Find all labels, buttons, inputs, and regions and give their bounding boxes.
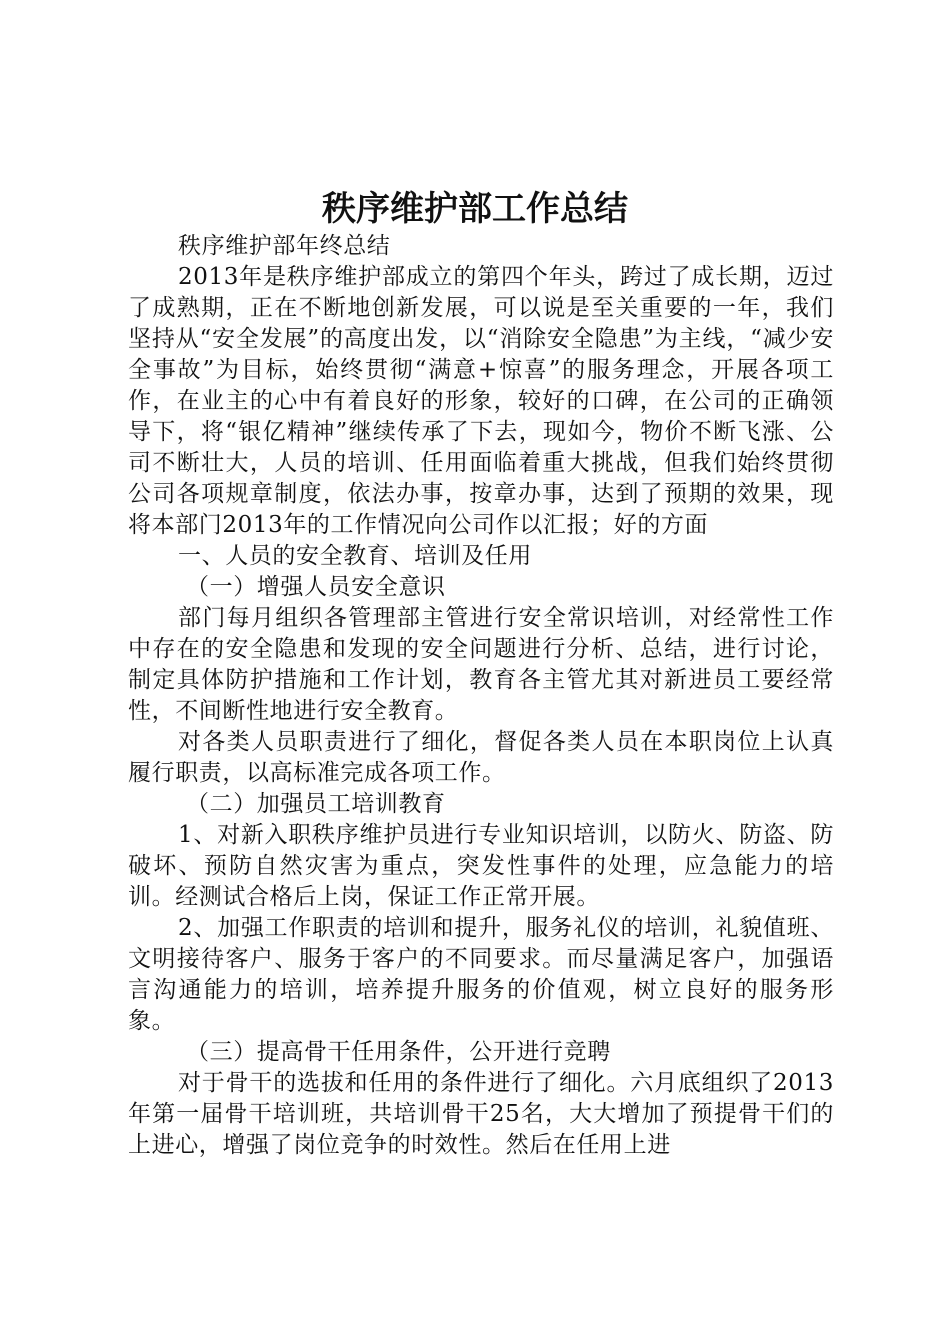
paragraph-intro: 2013年是秩序维护部成立的第四个年头，跨过了成长期，迈过了成熟期，正在不断地创新发展，可以说是至关重要的一年，我们坚持从“安全发展”的高度出发，以“消除安全隐患”为主线，“减少安全事故”为目标，始终贯彻“满意+惊喜”的服务理念，开展各项工作，在业主的心中有着良好的形象，较好的口碑，在公司的正确领导下，将“银亿精神”继续传承了下去，现如今，物价不断飞涨、公司不断壮大，人员的培训、任用面临着重大挑战，但我们始终贯彻公司各项规章制度，依法办事，按章办事，达到了预期的效果，现将本部门2013年的工作情况向公司作以汇报；好的方面 bbox=[128, 264, 834, 538]
section-heading-1: 一、人员的安全教育、培训及任用 bbox=[178, 543, 532, 569]
paragraph-backbone: 对于骨干的选拔和任用的条件进行了细化。六月底组织了2013年第一届骨干培训班，共培训骨干25名，大大增加了预提骨干们的上进心，增强了岗位竞争的时效性。然后在任用上进 bbox=[128, 1070, 834, 1158]
subsection-heading-2: （二）加强员工培训教育 bbox=[186, 791, 446, 817]
paragraph-item-2: 2、加强工作职责的培训和提升，服务礼仪的培训，礼貌值班、文明接待客户、服务于客户的不同要求。而尽量满足客户，加强语言沟通能力的培训，培养提升服务的价值观，树立良好的服务形象。 bbox=[128, 915, 834, 1034]
paragraph-safety-training: 部门每月组织各管理部主管进行安全常识培训，对经常性工作中存在的安全隐患和发现的安全问题进行分析、总结，进行讨论，制定具体防护措施和工作计划，教育各主管尤其对新进员工要经常性，不间断性地进行安全教育。 bbox=[128, 605, 834, 724]
paragraph-item-1: 1、对新入职秩序维护员进行专业知识培训，以防火、防盗、防破坏、预防自然灾害为重点，突发性事件的处理，应急能力的培训。经测试合格后上岗，保证工作正常开展。 bbox=[128, 822, 834, 910]
subsection-heading-1: （一）增强人员安全意识 bbox=[186, 574, 446, 600]
paragraph-subtitle: 秩序维护部年终总结 bbox=[178, 233, 391, 259]
paragraph-duties: 对各类人员职责进行了细化，督促各类人员在本职岗位上认真履行职责，以高标准完成各项工作。 bbox=[128, 729, 834, 786]
document-title: 秩序维护部工作总结 bbox=[322, 189, 628, 229]
subsection-heading-3: （三）提高骨干任用条件，公开进行竞聘 bbox=[186, 1039, 611, 1065]
document-body bbox=[128, 231, 834, 1161]
